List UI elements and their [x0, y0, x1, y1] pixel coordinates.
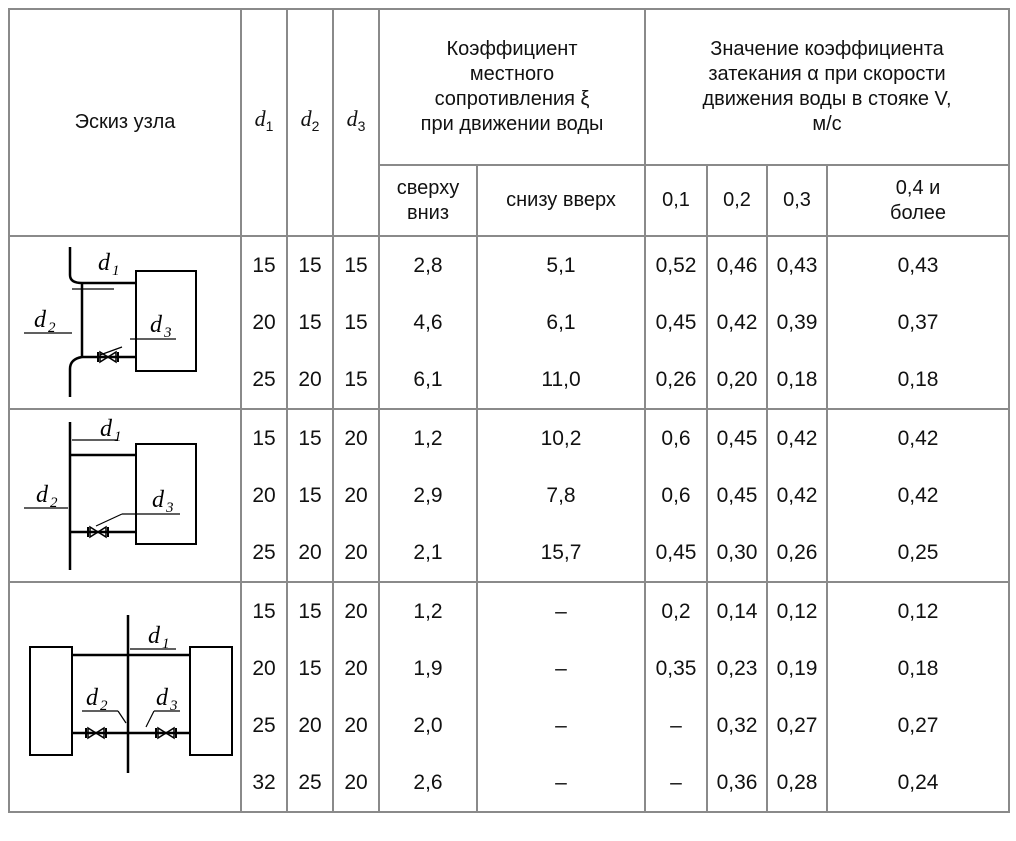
sketch-label-1: d — [148, 623, 160, 649]
table-cell: 0,43 — [767, 236, 827, 294]
header-sketch: Эскиз узла — [9, 9, 241, 236]
table-cell: 15 — [333, 294, 379, 351]
table-cell: – — [477, 754, 645, 812]
table-cell: 2,8 — [379, 236, 477, 294]
sketch-label-1: d — [98, 250, 110, 276]
header-v3: 0,3 — [767, 165, 827, 236]
table-cell: 0,24 — [827, 754, 1009, 812]
sketch-label-2: d — [86, 685, 98, 711]
table-cell: 0,46 — [707, 236, 767, 294]
table-cell: 0,26 — [645, 351, 707, 409]
header-top-down: сверху вниз — [379, 165, 477, 236]
table-cell: 0,45 — [645, 524, 707, 582]
table-cell: 0,26 — [767, 524, 827, 582]
table-cell: 15 — [287, 236, 333, 294]
table-cell: 20 — [287, 351, 333, 409]
table-cell: 15 — [287, 467, 333, 524]
sketch-node-1 — [10, 237, 238, 408]
table-cell: 0,42 — [827, 467, 1009, 524]
sketch-cell — [9, 582, 241, 812]
table-body — [9, 236, 1009, 812]
table-cell: 0,45 — [707, 467, 767, 524]
table-cell: 20 — [333, 640, 379, 697]
svg-text:1: 1 — [112, 263, 120, 279]
table-cell: 2,9 — [379, 467, 477, 524]
table-cell: 15 — [241, 582, 287, 640]
table-cell: 6,1 — [477, 294, 645, 351]
table-cell: 0,45 — [645, 294, 707, 351]
table-cell: 0,42 — [707, 294, 767, 351]
table-cell: 0,36 — [707, 754, 767, 812]
table-cell: 0,12 — [767, 582, 827, 640]
table-wrapper — [8, 8, 1008, 833]
table-cell: – — [645, 697, 707, 754]
table-cell: 15 — [241, 409, 287, 467]
header-v1: 0,1 — [645, 165, 707, 236]
table-cell: 0,39 — [767, 294, 827, 351]
table-cell: – — [477, 582, 645, 640]
table-cell: 0,42 — [767, 409, 827, 467]
header-row-1 — [9, 9, 1009, 165]
sketch-node-3 — [10, 583, 238, 811]
table-cell: 15 — [287, 640, 333, 697]
table-cell: – — [477, 697, 645, 754]
header-xi: Коэффициент местного сопротивления ξ при движении воды — [379, 9, 645, 165]
table-cell: – — [477, 640, 645, 697]
table-cell: 15 — [287, 409, 333, 467]
table-cell: 20 — [333, 754, 379, 812]
table-cell: – — [645, 754, 707, 812]
svg-text:2: 2 — [48, 320, 56, 336]
header-d3: $d_3$ — [333, 9, 379, 236]
table-cell: 1,2 — [379, 582, 477, 640]
header-d2: $d_2$ — [287, 9, 333, 236]
table-cell: 0,45 — [707, 409, 767, 467]
table-cell: 0,6 — [645, 409, 707, 467]
table-cell: 0,52 — [645, 236, 707, 294]
table-cell: 0,14 — [707, 582, 767, 640]
table-cell: 4,6 — [379, 294, 477, 351]
sketch-cell — [9, 409, 241, 582]
table-cell: 20 — [333, 582, 379, 640]
table-cell: 2,0 — [379, 697, 477, 754]
table-cell: 0,28 — [767, 754, 827, 812]
table-row — [9, 236, 1009, 294]
table-cell: 15 — [287, 582, 333, 640]
table-cell: 25 — [241, 524, 287, 582]
table-cell: 20 — [287, 524, 333, 582]
sketch-label-1: d — [100, 416, 112, 442]
table-cell: 15 — [333, 351, 379, 409]
table-cell: 0,25 — [827, 524, 1009, 582]
table-cell: 25 — [241, 697, 287, 754]
table-cell: 20 — [241, 640, 287, 697]
table-cell: 15,7 — [477, 524, 645, 582]
table-cell: 7,8 — [477, 467, 645, 524]
table-cell: 15 — [333, 236, 379, 294]
svg-text:2: 2 — [100, 698, 108, 714]
sketch-label-2: d — [36, 482, 48, 508]
table-cell: 0,18 — [767, 351, 827, 409]
table-cell: 6,1 — [379, 351, 477, 409]
table-cell: 0,42 — [827, 409, 1009, 467]
table-cell: 0,23 — [707, 640, 767, 697]
table-cell: 0,6 — [645, 467, 707, 524]
table-cell: 0,27 — [767, 697, 827, 754]
table-cell: 0,12 — [827, 582, 1009, 640]
sketch-node-2 — [10, 410, 238, 581]
table-cell: 20 — [287, 697, 333, 754]
table-cell: 0,32 — [707, 697, 767, 754]
header-v2: 0,2 — [707, 165, 767, 236]
table-cell: 25 — [241, 351, 287, 409]
table-row — [9, 582, 1009, 640]
table-cell: 20 — [333, 467, 379, 524]
table-cell: 1,2 — [379, 409, 477, 467]
svg-text:3: 3 — [164, 325, 172, 341]
table-cell: 20 — [333, 409, 379, 467]
coefficient-table — [8, 8, 1010, 813]
table-row — [9, 409, 1009, 467]
table-cell: 0,18 — [827, 640, 1009, 697]
svg-text:1: 1 — [162, 636, 170, 652]
table-cell: 15 — [241, 236, 287, 294]
table-cell: 20 — [241, 294, 287, 351]
header-alpha: Значение коэффициента затекания α при скорости движения воды в стояке V, м/с — [645, 9, 1009, 165]
table-cell: 0,35 — [645, 640, 707, 697]
svg-text:3: 3 — [166, 500, 174, 516]
table-cell: 0,42 — [767, 467, 827, 524]
svg-text:3: 3 — [170, 698, 178, 714]
table-cell: 32 — [241, 754, 287, 812]
table-cell: 20 — [333, 697, 379, 754]
table-cell: 15 — [287, 294, 333, 351]
svg-text:2: 2 — [50, 495, 58, 511]
table-cell: 0,19 — [767, 640, 827, 697]
table-cell: 5,1 — [477, 236, 645, 294]
table-cell: 0,2 — [645, 582, 707, 640]
table-cell: 2,6 — [379, 754, 477, 812]
header-v4: 0,4 и более — [827, 165, 1009, 236]
table-cell: 25 — [287, 754, 333, 812]
table-cell: 10,2 — [477, 409, 645, 467]
table-cell: 0,43 — [827, 236, 1009, 294]
table-cell: 11,0 — [477, 351, 645, 409]
sketch-label-2: d — [34, 307, 46, 333]
table-cell: 0,30 — [707, 524, 767, 582]
table-cell: 20 — [333, 524, 379, 582]
table-cell: 0,27 — [827, 697, 1009, 754]
sketch-cell — [9, 236, 241, 409]
table-cell: 0,20 — [707, 351, 767, 409]
table-cell: 20 — [241, 467, 287, 524]
header-bottom-up: снизу вверх — [477, 165, 645, 236]
sketch-label-3: d — [152, 487, 164, 513]
table-cell: 1,9 — [379, 640, 477, 697]
table-cell: 0,18 — [827, 351, 1009, 409]
svg-text:1: 1 — [114, 429, 122, 445]
sketch-label-3: d — [156, 685, 168, 711]
header-d1: $d_1$ — [241, 9, 287, 236]
table-cell: 2,1 — [379, 524, 477, 582]
sketch-label-3: d — [150, 312, 162, 338]
table-cell: 0,37 — [827, 294, 1009, 351]
